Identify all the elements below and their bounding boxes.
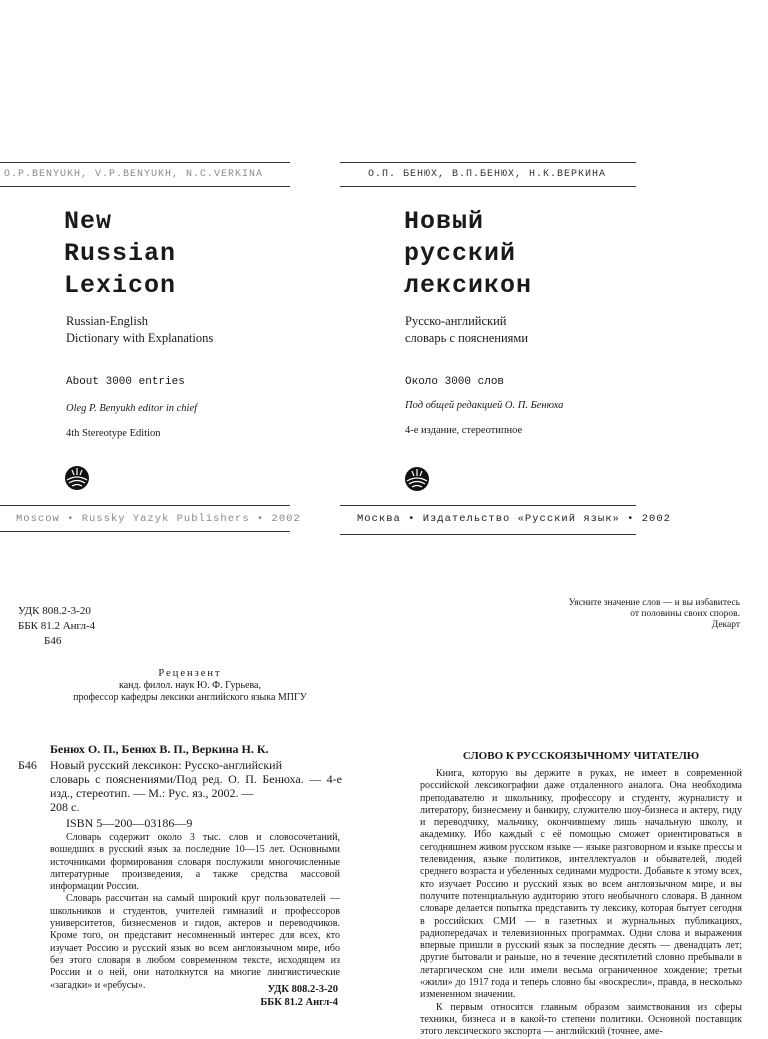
bbk-code-bottom: ББК 81.2 Англ-4 (260, 997, 338, 1008)
title-line: лексикон (404, 271, 533, 300)
subtitle-line: Russian-English (66, 314, 148, 328)
english-top-rule (0, 162, 290, 163)
english-bottom-rule (0, 505, 290, 506)
subtitle-line: Dictionary with Explanations (66, 331, 214, 345)
epigraph (480, 598, 740, 631)
english-book-title (64, 206, 176, 302)
russian-entries-count: Около 3000 слов (405, 376, 505, 388)
isbn: ISBN 5—200—03186—9 (66, 816, 193, 830)
russian-editor: Под общей редакцией О. П. Бенюха (405, 400, 564, 411)
annotation-paragraph: Словарь содержит около 3 тыс. слов и словосочетаний, вошедших в русский язык за последние 10—15 лет. Основными источниками формирования словаря послужили многочисленные литературные произведения, а также средства массовой информации России. (50, 832, 340, 893)
russian-subtitle (405, 313, 528, 347)
preface-heading: СЛОВО К РУССКОЯЗЫЧНОМУ ЧИТАТЕЛЮ (462, 750, 700, 762)
russian-book-title (404, 206, 532, 302)
english-authors: O.P.BENYUKH, V.P.BENYUKH, N.C.VERKINA (4, 169, 264, 180)
bottom-codes (200, 983, 338, 1009)
side-code: Б46 (18, 758, 37, 772)
epigraph-line: Уясните значение слов — и вы избавитесь (568, 598, 740, 608)
english-subtitle (66, 313, 213, 347)
annotation-paragraph: Словарь рассчитан на самый широкий круг пользователей — школьников и студентов, учителей гимназий и профессоров университетов, бизнесменов и гидов, актеров и переводчиков. Кроме того, он представит несомненный интерес для всех, кто изучает Россию и русский язык во всем англоязычном мире, ибо без этого словаря в любом современном тексте, исходящем из России и о ней, они натолкнутся на многие лингвистические «загадки» и «ребусы». (50, 893, 340, 991)
russian-bottom-rule-2 (340, 534, 636, 535)
english-editor: Oleg P. Benyukh editor in chief (66, 403, 198, 414)
biblio-line: 208 с. (50, 800, 80, 814)
russian-authors: О.П. БЕНЮХ, В.П.БЕНЮХ, Н.К.ВЕРКИНА (368, 169, 607, 180)
russian-edition: 4-е издание, стереотипное (405, 425, 523, 436)
title-line: Russian (64, 239, 177, 268)
title-line: Lexicon (64, 271, 177, 300)
title-line: русский (404, 239, 517, 268)
book-authors: Бенюх О. П., Бенюх В. П., Веркина Н. К. (50, 742, 269, 756)
annotation (50, 832, 340, 992)
title-line: New (64, 207, 113, 236)
author-mark: Б46 (44, 635, 62, 647)
preface-paragraph: Книга, которую вы держите в руках, не имеет в современной российской лексикографии даже отдаленного аналога. Она необходима преподавателю и школьнику, профессору и студенту, журналисту и литератору, бизнесмену и банкиру, служителю шоу-бизнеса и актеру, гиду и переводчику, мальчику, окончившему лишь начальную школу, и академику. Ибо каждый с её помощью сможет ориентироваться в сегодняшнем живом русском языке — языке разговорном и языке прессы и телевидения, языке политиков, интеллектуалов и обывателей, людей среднего возраста и убеленных сединами мудрости. Добавьте к этому всех, кто изучает Россию и русский язык во всем англоязычном мире, и вы получите потенциальную аудиторию этого необычного словаря. В данном словаре делается попытка представить ту лексику, которая бытует сегодня в российских СМИ — в газетных и журнальных публикациях, радиопередачах и телевизионных программах. Одни слова и выражения впервые пришли в русский язык за последние десять — двенадцать лет; другие бытовали и раньше, но в течение десятилетий словно пребывали в летаргическом сне или имели весьма ограниченное хождение; третьи «жили» до 1917 года и теперь словно бы «воскресли», правда, в несколько измененном значении. (420, 768, 742, 1001)
russian-top-rule (340, 162, 636, 163)
preface-paragraph: К первым относятся главным образом заимствования из сферы техники, бизнеса и в какой-то степени политики. Основной поставщик этого лексического экспорта — английский (точнее, аме- (420, 1001, 742, 1038)
english-edition: 4th Stereotype Edition (66, 428, 161, 439)
reviewer-block (40, 668, 340, 704)
title-line: Новый (404, 207, 485, 236)
english-entries-count: About 3000 entries (66, 376, 185, 388)
english-authors-rule (0, 186, 290, 187)
english-publisher: Moscow • Russky Yazyk Publishers • 2002 (16, 513, 301, 525)
epigraph-line: от половины своих споров. (630, 609, 740, 619)
preface-body (420, 768, 742, 1039)
bbk-code: ББК 81.2 Англ-4 (18, 620, 96, 632)
russian-authors-rule (340, 186, 636, 187)
bibliographic-record (50, 758, 342, 814)
biblio-line: словарь с пояснениями/Под ред. О. П. Бенюха. — 4-е изд., стереотип. — М.: Рус. яз., 2002. — (50, 772, 342, 800)
publisher-logo-icon (404, 466, 430, 492)
udk-code-bottom: УДК 808.2-3-20 (267, 984, 338, 995)
subtitle-line: словарь с пояснениями (405, 331, 529, 345)
reviewer-label: Рецензент (158, 668, 222, 679)
subtitle-line: Русско-английский (405, 314, 507, 328)
biblio-line: Новый русский лексикон: Русско-английский (50, 758, 282, 772)
epigraph-author: Декарт (711, 620, 740, 630)
udk-code: УДК 808.2-3-20 (18, 605, 91, 617)
russian-publisher: Москва • Издательство «Русский язык» • 2002 (357, 513, 671, 525)
reviewer-line: профессор кафедры лексики английского языка МПГУ (73, 692, 307, 703)
publisher-logo-icon (64, 465, 90, 491)
russian-bottom-rule (340, 505, 636, 506)
english-bottom-rule-2 (0, 531, 290, 532)
reviewer-line: канд. филол. наук Ю. Ф. Гурьева, (118, 680, 261, 691)
